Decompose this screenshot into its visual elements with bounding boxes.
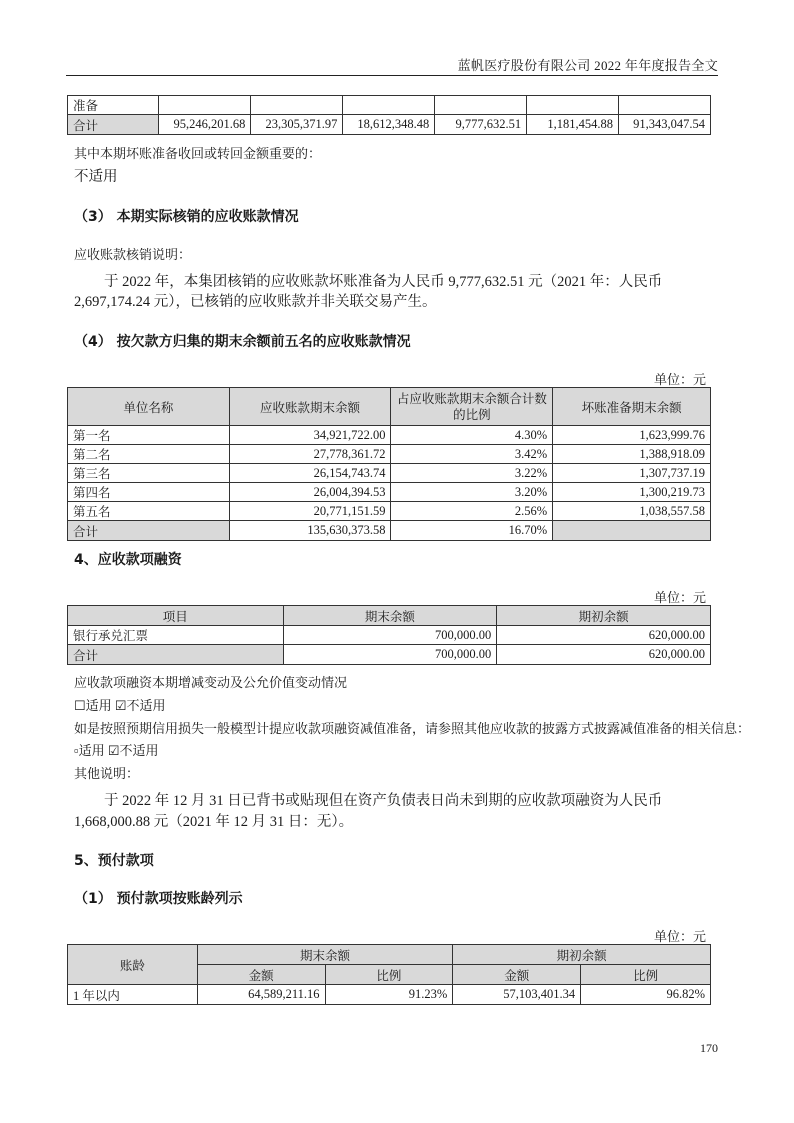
- table-row-total: [68, 645, 711, 665]
- debtor-balance: 26,004,394.53: [229, 483, 391, 502]
- col-header-name: 单位名称: [68, 388, 230, 426]
- table-header-row: [68, 606, 711, 626]
- debtor-ratio: 3.22%: [391, 464, 553, 483]
- col-header-ratio-line1: 占应收账款期末余额合计数: [396, 391, 547, 406]
- table-row: [68, 464, 711, 483]
- col-header-end-balance: 期末余额: [197, 945, 453, 965]
- table-row-total: [68, 521, 711, 541]
- col-header-begin-amount: 金额: [453, 965, 581, 985]
- debtor-ratio: 4.30%: [391, 426, 553, 445]
- total-begin: 620,000.00: [497, 645, 711, 665]
- recovery-note: 其中本期坏账准备收回或转回金额重要的：: [74, 146, 322, 161]
- col-header-ratio: [391, 388, 553, 426]
- page-number: 170: [700, 1041, 718, 1055]
- receivables-financing-table: [67, 605, 711, 665]
- cell: [527, 96, 619, 115]
- financing-change-note: 应收款项融资本期增减变动及公允价值变动情况: [74, 675, 348, 690]
- col-header-begin-ratio: 比例: [581, 965, 711, 985]
- debtor-provision: 1,038,557.58: [553, 502, 711, 521]
- debtor-name: 第二名: [68, 445, 230, 464]
- debtor-name: 第四名: [68, 483, 230, 502]
- col-header-begin: 期初余额: [497, 606, 711, 626]
- cell: [619, 96, 711, 115]
- top-five-debtors-table: [67, 387, 711, 541]
- table-row: [68, 985, 711, 1005]
- other-notes-label: 其他说明：: [74, 766, 140, 781]
- cell: 23,305,371.97: [251, 115, 343, 135]
- col-header-end-amount: 金额: [197, 965, 325, 985]
- begin-amount: 57,103,401.34: [453, 985, 581, 1005]
- unit-label: 单位：元: [653, 590, 706, 605]
- debtor-name: 第五名: [68, 502, 230, 521]
- impairment-model-note: 如是按照预期信用损失一般模型计提应收款项融资减值准备，请参照其他应收款的披露方式披露减值准备的相关信息：: [74, 721, 751, 736]
- debtor-balance: 34,921,722.00: [229, 426, 391, 445]
- col-header-end: 期末余额: [283, 606, 497, 626]
- table-row: [68, 426, 711, 445]
- unit-label: 单位：元: [653, 929, 706, 944]
- unit-label: 单位：元: [653, 372, 706, 387]
- cell: [435, 96, 527, 115]
- table-row: [68, 502, 711, 521]
- table-row: [68, 96, 711, 115]
- section-4-title: （4） 按欠款方归集的期末余额前五名的应收账款情况: [74, 334, 411, 350]
- end-amount: 64,589,211.16: [197, 985, 325, 1005]
- cell: 91,343,047.54: [619, 115, 711, 135]
- writeoff-note-label: 应收账款核销说明：: [74, 247, 192, 262]
- table-header-row: [68, 945, 711, 965]
- debtor-name: 第三名: [68, 464, 230, 483]
- prepayments-aging-table: [67, 944, 711, 1005]
- debtor-provision: 1,300,219.73: [553, 483, 711, 502]
- header-divider: [66, 75, 718, 76]
- col-header-begin-balance: 期初余额: [453, 945, 711, 965]
- col-header-balance: 应收账款期末余额: [229, 388, 391, 426]
- report-header-title: 蓝帆医疗股份有限公司 2022 年年度报告全文: [457, 58, 718, 73]
- cell: 1,181,454.88: [527, 115, 619, 135]
- cell: 95,246,201.68: [159, 115, 251, 135]
- applicability-option-2: ▫适用 ☑不适用: [74, 743, 159, 758]
- item-name: 银行承兑汇票: [68, 626, 284, 645]
- table-row-total: [68, 115, 711, 135]
- col-header-age: 账龄: [68, 945, 198, 985]
- recovery-value: 不适用: [74, 169, 118, 185]
- cell: 18,612,348.48: [343, 115, 435, 135]
- table-row: [68, 626, 711, 645]
- other-notes-line1: 于 2022 年 12 月 31 日已背书或贴现但在资产负债表日尚未到期的应收款项融资为人民币: [104, 793, 663, 809]
- other-notes-line2: 1,668,000.88 元（2021 年 12 月 31 日：无）。: [74, 814, 354, 830]
- debtor-provision: 1,623,999.76: [553, 426, 711, 445]
- debtor-name: 第一名: [68, 426, 230, 445]
- debtor-balance: 26,154,743.74: [229, 464, 391, 483]
- debtor-ratio: 3.20%: [391, 483, 553, 502]
- applicability-option-1: ☐适用 ☑不适用: [74, 698, 166, 713]
- end-ratio: 91.23%: [325, 985, 453, 1005]
- total-label: 合计: [68, 521, 230, 541]
- debtor-ratio: 3.42%: [391, 445, 553, 464]
- debtor-ratio: 2.56%: [391, 502, 553, 521]
- cell: [159, 96, 251, 115]
- begin-ratio: 96.82%: [581, 985, 711, 1005]
- total-balance: 135,630,373.58: [229, 521, 391, 541]
- col-header-provision: 坏账准备期末余额: [553, 388, 711, 426]
- writeoff-paragraph-line1: 于 2022 年，本集团核销的应收账款坏账准备为人民币 9,777,632.51 元（2021 年：人民币: [104, 274, 663, 290]
- bad-debt-provision-table: [67, 95, 711, 135]
- debtor-provision: 1,307,737.19: [553, 464, 711, 483]
- writeoff-paragraph-line2: 2,697,174.24 元），已核销的应收账款并非关联交易产生。: [74, 294, 437, 310]
- total-label: 合计: [68, 645, 284, 665]
- table-row: [68, 445, 711, 464]
- table-row: [68, 483, 711, 502]
- col-header-item: 项目: [68, 606, 284, 626]
- cell: 9,777,632.51: [435, 115, 527, 135]
- prepayments-section-title: 5、预付款项: [74, 853, 154, 869]
- financing-section-title: 4、应收款项融资: [74, 552, 182, 568]
- debtor-balance: 27,778,361.72: [229, 445, 391, 464]
- row-label: 合计: [68, 115, 159, 135]
- section-3-title: （3） 本期实际核销的应收账款情况: [74, 209, 299, 225]
- cell: [251, 96, 343, 115]
- cell: [343, 96, 435, 115]
- prepayments-subsection-title: （1） 预付款项按账龄列示: [74, 891, 243, 907]
- begin-balance: 620,000.00: [497, 626, 711, 645]
- col-header-ratio-line2: 的比例: [453, 407, 491, 422]
- table-header-row: [68, 388, 711, 426]
- col-header-end-ratio: 比例: [325, 965, 453, 985]
- aging-bucket: 1 年以内: [68, 985, 198, 1005]
- debtor-balance: 20,771,151.59: [229, 502, 391, 521]
- row-label: 准备: [68, 96, 159, 115]
- total-provision: [553, 521, 711, 541]
- end-balance: 700,000.00: [283, 626, 497, 645]
- total-ratio: 16.70%: [391, 521, 553, 541]
- total-end: 700,000.00: [283, 645, 497, 665]
- debtor-provision: 1,388,918.09: [553, 445, 711, 464]
